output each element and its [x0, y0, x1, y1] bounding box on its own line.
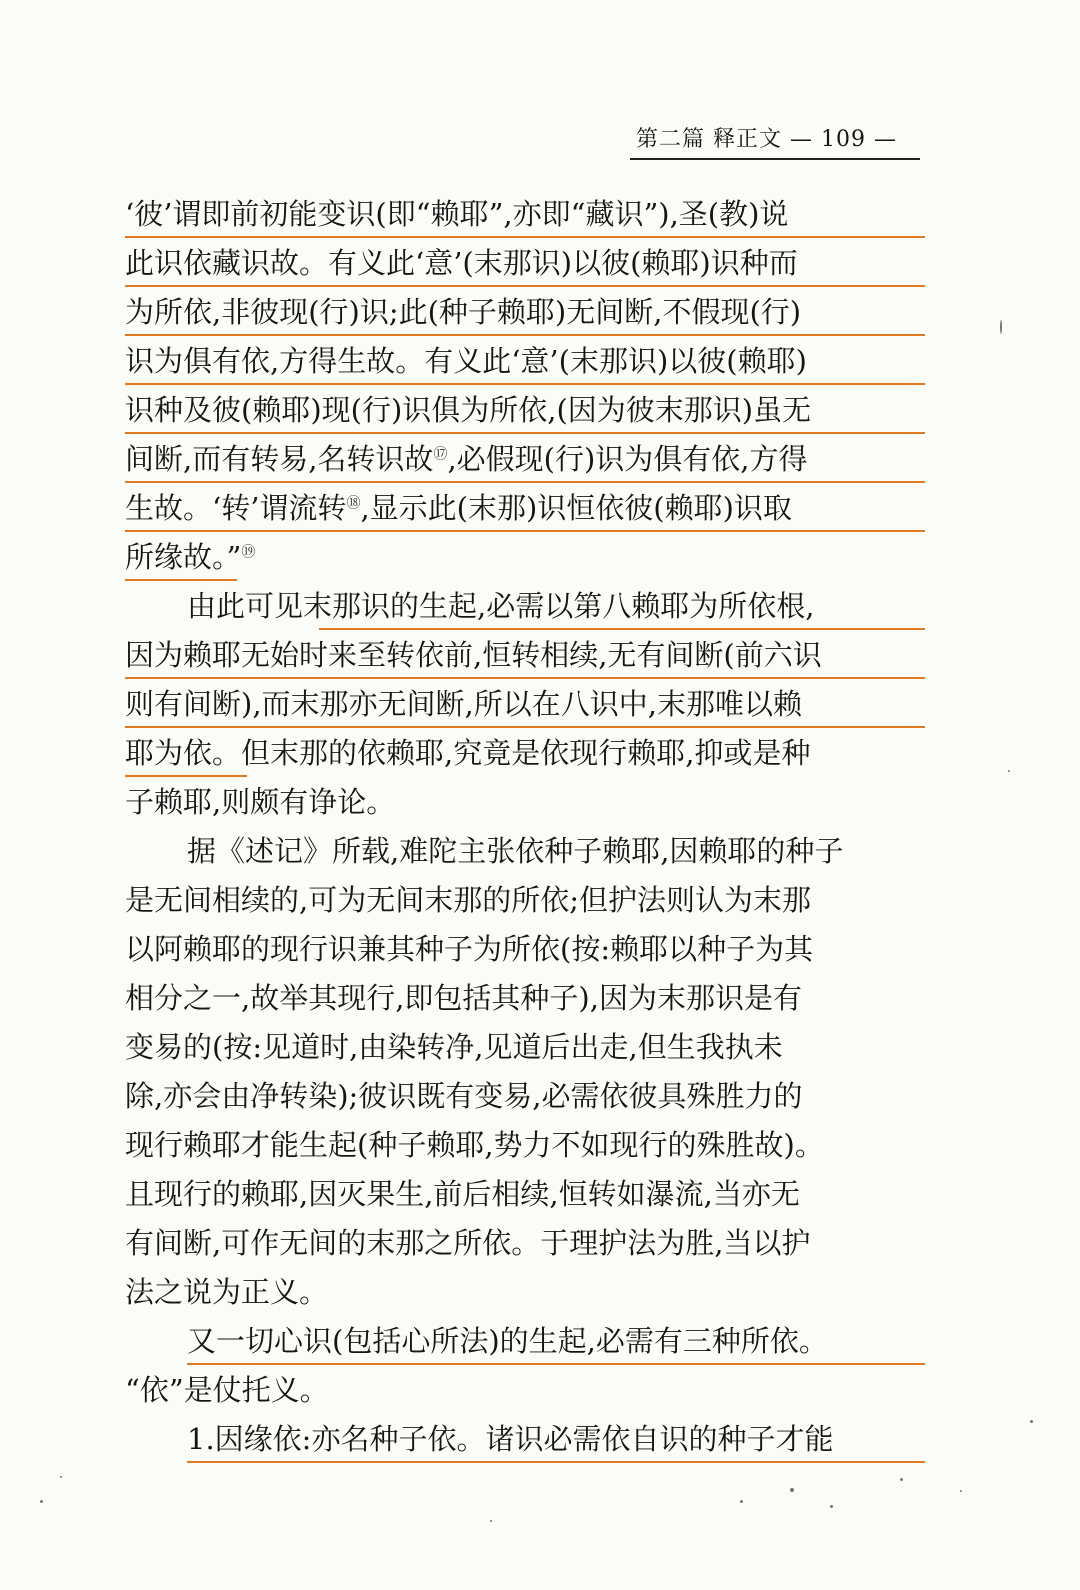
text-line — [125, 633, 925, 682]
text-line — [125, 192, 925, 241]
text-line — [125, 927, 925, 976]
line-text: 为所依,非彼现(行)识;此(种子赖耶)无间断,不假现(行) — [125, 295, 802, 329]
text-line — [125, 731, 925, 780]
text-line — [125, 1417, 925, 1466]
line-text-continued: ,显示此(末那)识恒依彼(赖耶)识取 — [360, 491, 792, 525]
body-text — [125, 192, 925, 1466]
line-text: 生故。‘转’谓流转 — [125, 491, 347, 525]
text-line — [125, 437, 925, 486]
header-rule — [630, 158, 920, 160]
footnote-marker: ⑲ — [241, 544, 256, 561]
text-line — [125, 535, 925, 584]
line-text: 子赖耶,则颇有诤论。 — [125, 785, 396, 819]
line-text: 据《述记》所载,难陀主张依种子赖耶,因赖耶的种子 — [187, 834, 844, 868]
scan-speck — [40, 1500, 43, 1503]
line-text: 变易的(按:见道时,由染转净,见道后出走,但生我执未 — [125, 1030, 783, 1064]
text-line — [125, 878, 925, 927]
text-line — [125, 1172, 925, 1221]
text-line — [125, 682, 925, 731]
line-text: 因为赖耶无始时来至转依前,恒转相续,无有间断(前六识 — [125, 638, 822, 672]
text-line — [125, 241, 925, 290]
footnote-marker: ⑰ — [433, 446, 448, 463]
text-line — [125, 829, 925, 878]
text-line — [125, 976, 925, 1025]
text-line — [125, 486, 925, 535]
text-line — [125, 1319, 925, 1368]
line-text: 是无间相续的,可为无间末那的所依;但护法则认为末那 — [125, 883, 811, 917]
running-header: 第二篇 释正文 — 109 — — [636, 127, 897, 152]
line-text: 由此可见末那识的生起,必需以第八赖耶为所依根, — [187, 589, 815, 623]
scan-speck — [60, 1476, 62, 1478]
line-text: 耶为依。但末那的依赖耶,究竟是依现行赖耶,抑或是种 — [125, 736, 811, 770]
line-text: 现行赖耶才能生起(种子赖耶,势力不如现行的殊胜故)。 — [125, 1128, 824, 1162]
line-text: 1.因缘依:亦名种子依。诸识必需依自识的种子才能 — [187, 1422, 834, 1456]
line-text: 且现行的赖耶,因灭果生,前后相续,恒转如瀑流,当亦无 — [125, 1177, 800, 1211]
text-line — [125, 1270, 925, 1319]
line-text: 除,亦会由净转染);彼识既有变易,必需依彼具殊胜力的 — [125, 1079, 803, 1113]
scan-speck — [1030, 1420, 1033, 1423]
line-text-continued: ,必假现(行)识为俱有依,方得 — [447, 442, 808, 476]
line-text: 此识依藏识故。有义此‘意’(末那识)以彼(赖耶)识种而 — [125, 246, 798, 280]
line-text: ‘彼’谓即前初能变识(即“赖耶”,亦即“藏识”),圣(教)说 — [125, 197, 789, 231]
line-text: 识种及彼(赖耶)现(行)识俱为所依,(因为彼末那识)虽无 — [125, 393, 812, 427]
text-line — [125, 1368, 925, 1417]
scan-speck — [790, 1488, 794, 1492]
line-text: 间断,而有转易,名转识故 — [125, 442, 434, 476]
scan-speck — [740, 1500, 743, 1503]
text-line — [125, 339, 925, 388]
text-line — [125, 1025, 925, 1074]
line-text: 以阿赖耶的现行识兼其种子为所依(按:赖耶以种子为其 — [125, 932, 814, 966]
text-line — [125, 780, 925, 829]
line-text: 法之说为正义。 — [125, 1275, 329, 1309]
line-text: 有间断,可作无间的末那之所依。于理护法为胜,当以护 — [125, 1226, 811, 1260]
text-line — [125, 1074, 925, 1123]
text-line — [125, 584, 925, 633]
footnote-marker: ⑱ — [346, 495, 361, 512]
line-text: 识为俱有依,方得生故。有义此‘意’(末那识)以彼(赖耶) — [125, 344, 807, 378]
scan-speck — [960, 1490, 962, 1492]
scan-speck — [1008, 770, 1010, 772]
line-text: 又一切心识(包括心所法)的生起,必需有三种所依。 — [187, 1324, 828, 1358]
scan-speck — [900, 1478, 903, 1481]
scan-speck — [1000, 320, 1002, 334]
line-text: 所缘故。” — [125, 540, 242, 574]
text-line — [125, 290, 925, 339]
text-line — [125, 388, 925, 437]
line-text: “依”是仗托义。 — [125, 1373, 329, 1407]
line-text: 则有间断),而末那亦无间断,所以在八识中,末那唯以赖 — [125, 687, 802, 721]
scan-speck — [830, 1505, 833, 1508]
text-line — [125, 1221, 925, 1270]
scan-speck — [490, 1520, 492, 1522]
line-text: 相分之一,故举其现行,即包括其种子),因为末那识是有 — [125, 981, 802, 1015]
text-line — [125, 1123, 925, 1172]
